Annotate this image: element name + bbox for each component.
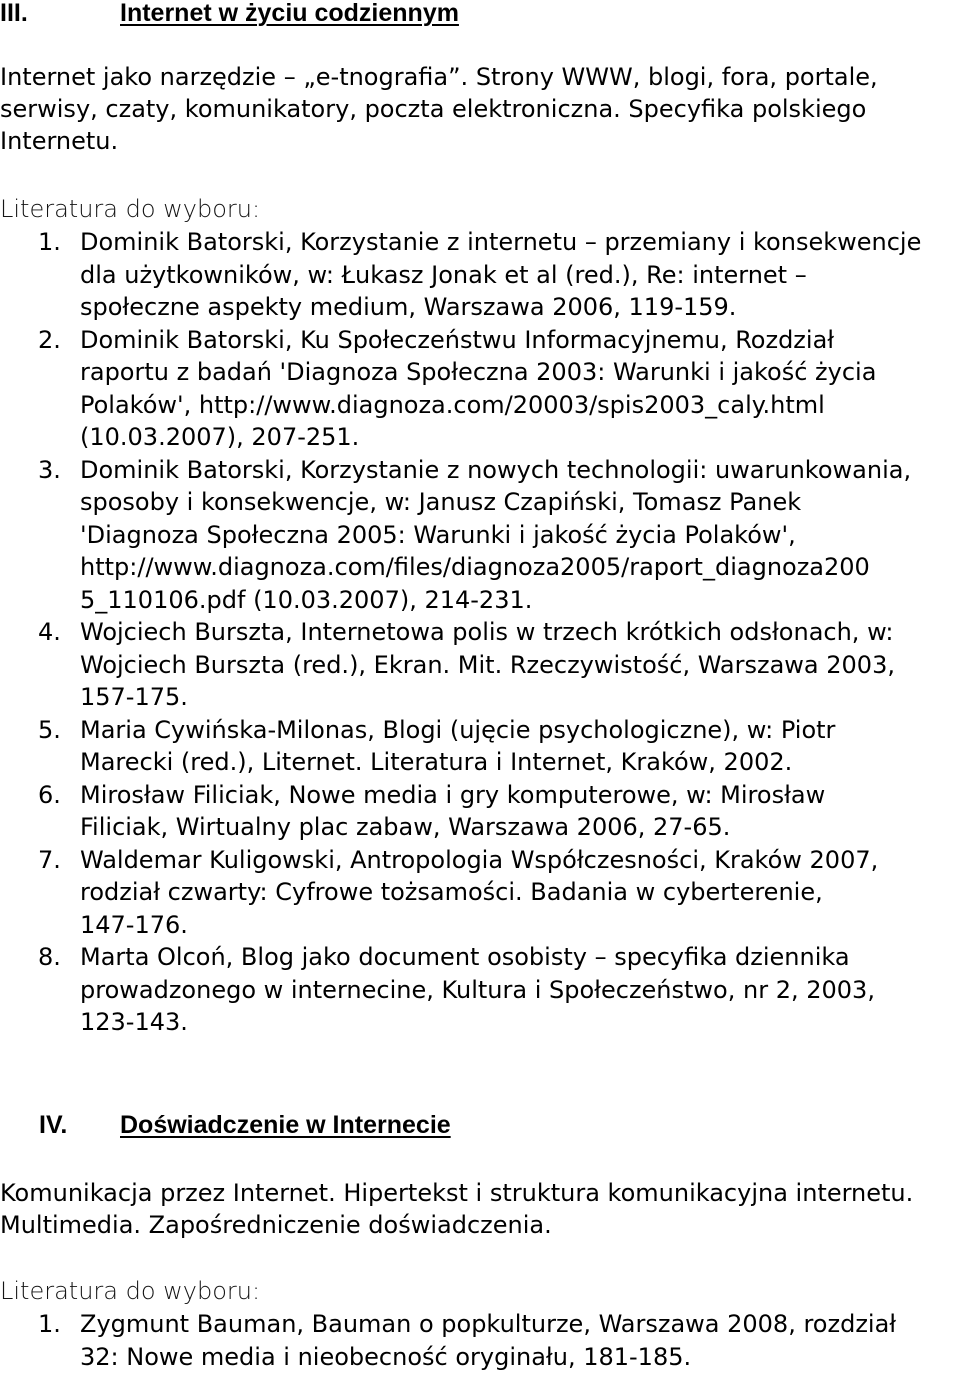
list-item xyxy=(0,844,960,942)
list-item xyxy=(0,941,960,1039)
item-line: Filiciak, Wirtualny plac zabaw, Warszawa 2006, 27-65. xyxy=(80,813,731,841)
intro-line: Multimedia. Zapośredniczenie doświadczenia. xyxy=(0,1211,552,1239)
intro-line: Internetu. xyxy=(0,127,119,155)
item-line: sposoby i konsekwencje, w: Janusz Czapiński, Tomasz Panek xyxy=(80,488,802,516)
item-line: 32: Nowe media i nieobecność oryginału, 181-185. xyxy=(80,1342,692,1371)
list-item xyxy=(0,324,960,454)
item-line: Dominik Batorski, Ku Społeczeństwu Informacyjnemu, Rozdział xyxy=(80,325,835,354)
section-intro xyxy=(0,1177,958,1241)
item-number: 6. xyxy=(38,780,61,809)
item-number: 5. xyxy=(38,715,61,744)
item-line: http://www.diagnoza.com/files/diagnoza2005/raport_diagnoza200 xyxy=(80,553,870,581)
literature-label: Literatura do wyboru: xyxy=(0,1277,261,1305)
item-number: 1. xyxy=(38,1310,61,1338)
item-number: 2. xyxy=(38,325,61,354)
item-line: (10.03.2007), 207-251. xyxy=(80,423,360,451)
list-item xyxy=(0,454,960,617)
list-item xyxy=(0,1308,960,1373)
item-line: 5_110106.pdf (10.03.2007), 214-231. xyxy=(80,585,533,614)
item-number: 4. xyxy=(38,618,61,646)
list-item xyxy=(0,616,960,714)
intro-line: serwisy, czaty, komunikatory, poczta elektroniczna. Specyfika polskiego xyxy=(0,95,867,123)
item-line: 157-175. xyxy=(80,683,188,711)
item-line: prowadzonego w internecine, Kultura i Społeczeństwo, nr 2, 2003, xyxy=(80,975,875,1004)
item-number: 8. xyxy=(38,943,61,971)
item-line: 123-143. xyxy=(80,1008,188,1036)
item-line: dla użytkowników, w: Łukasz Jonak et al (red.), Re: internet – xyxy=(80,260,807,289)
intro-line: Internet jako narzędzie – „e-tnografia”. Strony WWW, blogi, fora, portale, xyxy=(0,63,878,91)
literature-label: Literatura do wyboru: xyxy=(0,195,261,223)
item-line: społeczne aspekty medium, Warszawa 2006, 119-159. xyxy=(80,293,737,321)
section-title: Internet w życiu codziennym xyxy=(120,0,459,27)
item-line: Marta Olcoń, Blog jako document osobisty – specyfika dziennika xyxy=(80,943,850,971)
item-line: Polaków', http://www.diagnoza.com/20003/spis2003_caly.html xyxy=(80,390,825,419)
item-line: Maria Cywińska-Milonas, Blogi (ujęcie psychologiczne), w: Piotr xyxy=(80,715,836,744)
item-line: Dominik Batorski, Korzystanie z internetu – przemiany i konsekwencje xyxy=(80,228,922,256)
item-number: 1. xyxy=(38,228,61,256)
section-number: IV. xyxy=(39,1111,68,1139)
list-item xyxy=(0,226,960,324)
item-line: 147-176. xyxy=(80,910,188,939)
item-line: Marecki (red.), Liternet. Literatura i Internet, Kraków, 2002. xyxy=(80,748,793,776)
section-intro xyxy=(0,61,958,157)
item-line: rodział czwarty: Cyfrowe tożsamości. Badania w cyberterenie, xyxy=(80,878,823,906)
item-line: raportu z badań 'Diagnoza Społeczna 2003: Warunki i jakość życia xyxy=(80,358,877,386)
list-item xyxy=(0,779,960,844)
section-heading-3 xyxy=(0,0,459,28)
item-line: Wojciech Burszta, Internetowa polis w trzech krótkich odsłonach, w: xyxy=(80,618,894,646)
section-title: Doświadczenie w Internecie xyxy=(120,1111,451,1139)
item-line: Dominik Batorski, Korzystanie z nowych technologii: uwarunkowania, xyxy=(80,455,912,484)
item-line: Zygmunt Bauman, Bauman o popkulturze, Warszawa 2008, rozdział xyxy=(80,1310,897,1338)
list-item xyxy=(0,714,960,779)
item-line: Wojciech Burszta (red.), Ekran. Mit. Rzeczywistość, Warszawa 2003, xyxy=(80,650,895,679)
item-line: Mirosław Filiciak, Nowe media i gry komputerowe, w: Mirosław xyxy=(80,780,826,809)
intro-line: Komunikacja przez Internet. Hipertekst i struktura komunikacyjna internetu. xyxy=(0,1179,914,1207)
bibliography-list xyxy=(0,1308,960,1373)
section-heading-4 xyxy=(39,1110,451,1140)
item-number: 3. xyxy=(38,455,61,484)
bibliography-list xyxy=(0,226,960,1039)
item-number: 7. xyxy=(38,845,61,874)
section-number: III. xyxy=(0,0,28,27)
item-line: Waldemar Kuligowski, Antropologia Współczesności, Kraków 2007, xyxy=(80,845,879,874)
item-line: 'Diagnoza Społeczna 2005: Warunki i jakość życia Polaków', xyxy=(80,520,796,549)
